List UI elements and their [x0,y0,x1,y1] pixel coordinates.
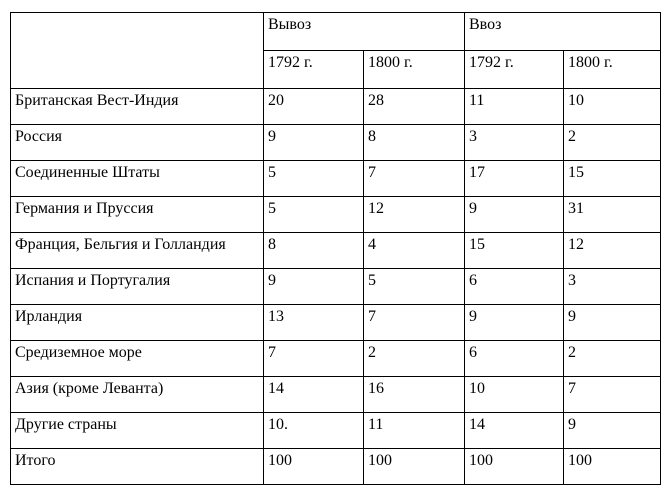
cell-value: 3 [465,125,564,161]
cell-value: 2 [364,341,465,377]
cell-value: 28 [364,89,465,125]
row-label: Испания и Португалия [11,269,264,305]
cell-value: 4 [364,233,465,269]
cell-value: 14 [264,377,364,413]
cell-value: 9 [465,197,564,233]
cell-value: 10 [465,377,564,413]
cell-value: 100 [264,449,364,485]
cell-value: 9 [264,269,364,305]
row-label: Азия (кроме Леванта) [11,377,264,413]
row-label: Другие страны [11,413,264,449]
cell-value: 6 [465,341,564,377]
row-label: Британская Вест-Индия [11,89,264,125]
cell-value: 15 [564,161,661,197]
cell-value: 9 [564,305,661,341]
row-label: Ирландия [11,305,264,341]
cell-value: 7 [564,377,661,413]
row-label: Средиземное море [11,341,264,377]
cell-value: 11 [364,413,465,449]
cell-value: 10. [264,413,364,449]
cell-value: 5 [364,269,465,305]
cell-value: 8 [364,125,465,161]
group-header-row [11,13,661,51]
table-row [11,233,661,269]
cell-value: 11 [465,89,564,125]
table-row [11,125,661,161]
cell-value: 100 [465,449,564,485]
row-label: Итого [11,449,264,485]
year-header-import-1800: 1800 г. [564,51,661,89]
cell-value: 31 [564,197,661,233]
table-row-total [11,449,661,485]
row-label: Соединенные Штаты [11,161,264,197]
cell-value: 9 [465,305,564,341]
table-row [11,341,661,377]
cell-value: 5 [264,197,364,233]
year-header-import-1792: 1792 г. [465,51,564,89]
row-label: Германия и Пруссия [11,197,264,233]
cell-value: 7 [264,341,364,377]
cell-value: 9 [264,125,364,161]
cell-value: 8 [264,233,364,269]
cell-value: 100 [564,449,661,485]
column-group-export: Вывоз [264,13,465,51]
year-header-export-1792: 1792 г. [264,51,364,89]
cell-value: 5 [264,161,364,197]
table-row [11,161,661,197]
cell-value: 9 [564,413,661,449]
trade-statistics-table [10,12,661,485]
cell-value: 13 [264,305,364,341]
table-row [11,305,661,341]
cell-value: 7 [364,305,465,341]
cell-value: 2 [564,341,661,377]
cell-value: 20 [264,89,364,125]
year-header-export-1800: 1800 г. [364,51,465,89]
cell-value: 12 [564,233,661,269]
cell-value: 14 [465,413,564,449]
cell-value: 15 [465,233,564,269]
cell-value: 3 [564,269,661,305]
corner-cell [11,13,264,89]
table-row [11,413,661,449]
column-group-import: Ввоз [465,13,661,51]
row-label: Россия [11,125,264,161]
table-row [11,377,661,413]
row-label: Франция, Бельгия и Голландия [11,233,264,269]
table-row [11,269,661,305]
cell-value: 17 [465,161,564,197]
table-row [11,89,661,125]
cell-value: 10 [564,89,661,125]
cell-value: 6 [465,269,564,305]
table-row [11,197,661,233]
cell-value: 100 [364,449,465,485]
cell-value: 7 [364,161,465,197]
cell-value: 16 [364,377,465,413]
cell-value: 2 [564,125,661,161]
cell-value: 12 [364,197,465,233]
